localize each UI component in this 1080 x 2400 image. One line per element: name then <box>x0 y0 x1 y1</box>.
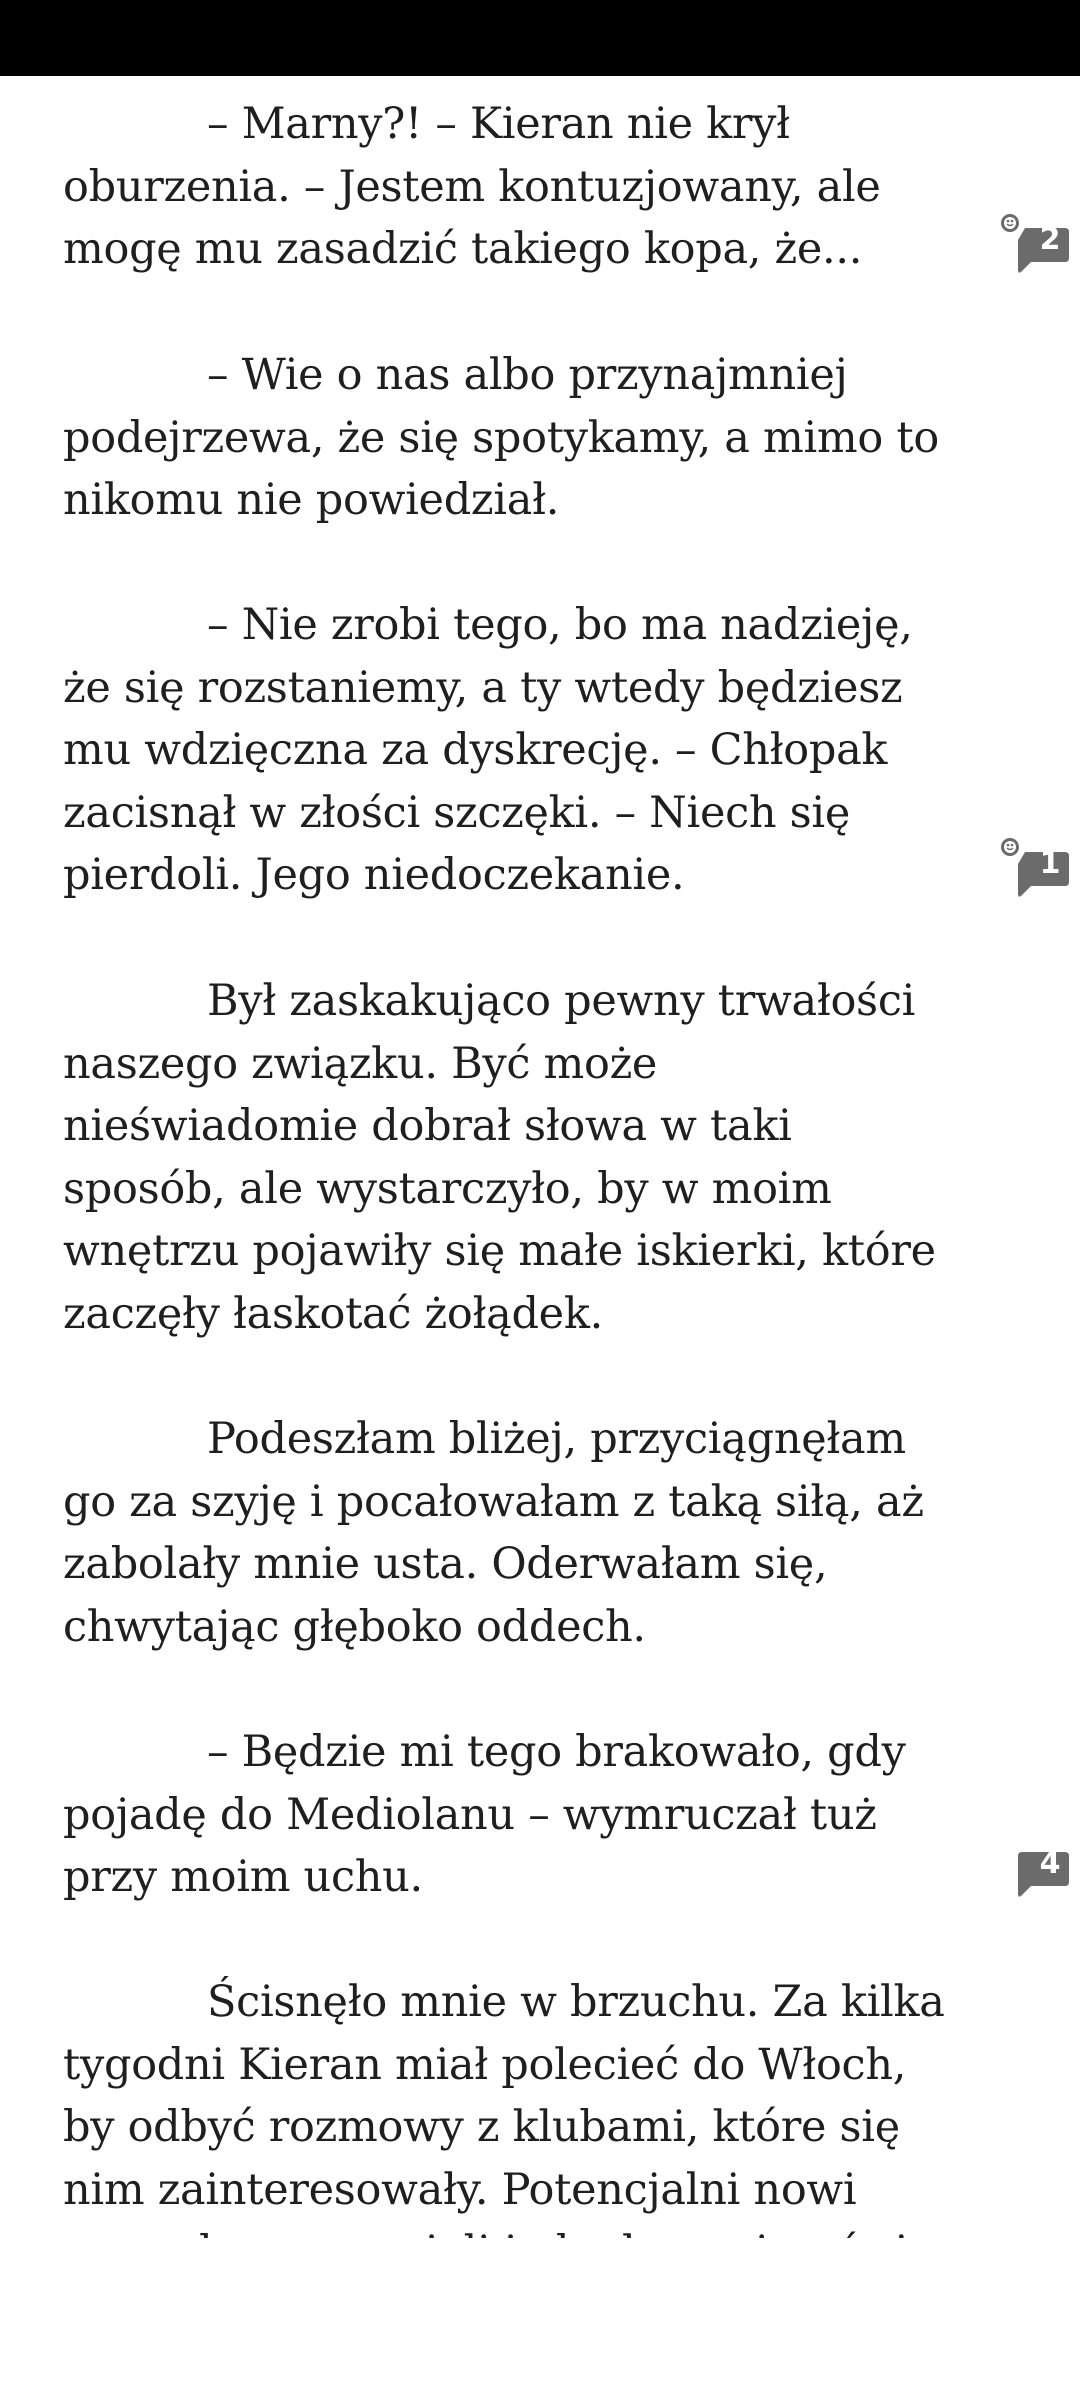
comment-count: 4 <box>1039 1846 1061 1881</box>
story-paragraph[interactable]: Ścisnęło mnie w brzuchu. Za kilka tygodni Kieran miał polecieć do Włoch, by odbyć rozmowy z klubami, które się nim zainteresowały. Potencjalni nowi <box>63 1977 945 2215</box>
story-paragraph[interactable]: – Będzie mi tego brakowało, gdy pojadę do Mediolanu – wymruczał tuż przy moim uchu. <box>63 1727 906 1903</box>
paragraph-comment-button[interactable] <box>1005 1840 1069 1904</box>
status-bar <box>0 0 1080 76</box>
story-paragraph[interactable]: – Nie zrobi tego, bo ma nadzieję, że się rozstaniemy, a ty wtedy będziesz mu wdzięczna za dyskrecję. – Chłopak zacisnął w złości szczęki. – Niech się pierdoli. Jego niedoczekanie. <box>63 600 913 901</box>
story-paragraph[interactable]: Podeszłam bliżej, przyciągnęłam go za szyję i pocałowałam z taką siłą, aż zabolały mnie usta. Oderwałam się, chwytając głęboko oddech. <box>63 1414 924 1652</box>
paragraph-comment-button[interactable] <box>1005 212 1069 276</box>
comment-count: 2 <box>1039 222 1061 257</box>
story-paragraph[interactable]: Był zaskakująco pewny trwałości naszego związku. Być może nieświadomie dobrał słowa w taki sposób, ale wystarczyło, by w moim wnętrzu pojawiły się małe iskierki, które zaczęły łaskotać żołądek. <box>63 976 936 1339</box>
comment-count: 1 <box>1039 846 1061 881</box>
story-paragraph[interactable]: – Marny?! – Kieran nie krył oburzenia. – Jestem kontuzjowany, ale mogę mu zasadzić takiego kopa, że... <box>63 99 881 275</box>
story-paragraph[interactable]: – Wie o nas albo przynajmniej podejrzewa, że się spotykamy, a mimo to nikomu nie powiedział. <box>63 350 939 526</box>
paragraph-comment-button[interactable] <box>1005 836 1069 900</box>
story-reader[interactable] <box>0 76 1080 2240</box>
bottom-blank-area <box>0 2238 1080 2400</box>
